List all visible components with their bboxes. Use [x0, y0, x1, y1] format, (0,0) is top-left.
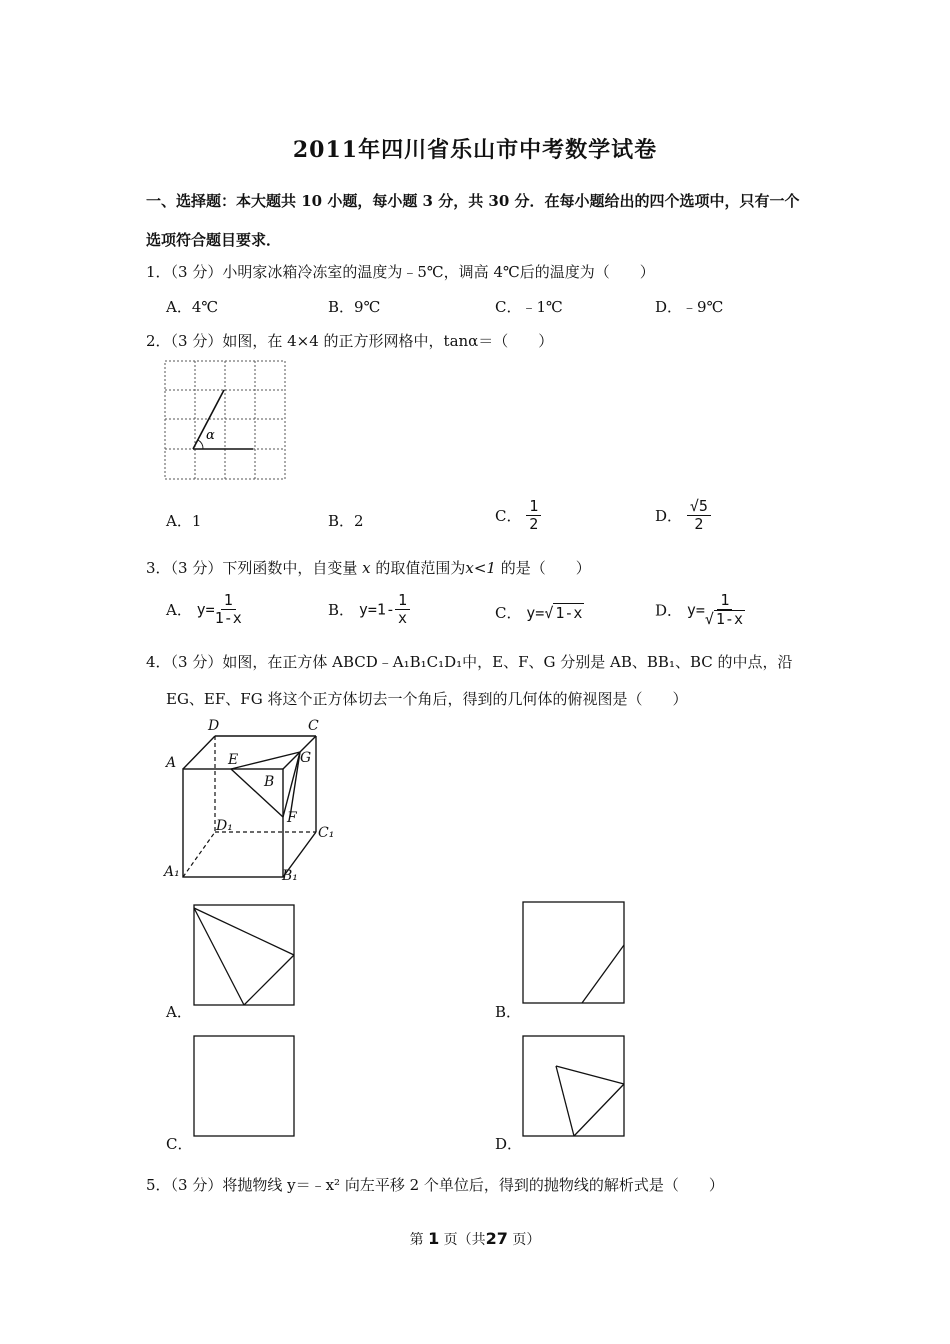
cube-label-g: G	[300, 750, 312, 766]
page-title: 2011年四川省乐山市中考数学试卷	[292, 137, 658, 163]
question-2-text: 2．（3 分）如图，在 4×4 的正方形网格中，tanα＝（ ）	[146, 332, 554, 350]
alpha-label: α	[206, 428, 215, 443]
q4-option-a-figure	[192, 903, 298, 1007]
q2-option-b: B．2	[328, 512, 364, 530]
q4-option-b-figure	[521, 900, 627, 1006]
q4-option-a-label: A．	[166, 1003, 192, 1021]
cube-figure	[160, 714, 340, 884]
q1-option-a: A．4℃	[166, 298, 219, 316]
q2-option-c: C． $\frac{1}{2}$	[495, 498, 541, 533]
cube-label-d1: D₁	[216, 818, 233, 834]
q4-option-c-label: C．	[166, 1135, 193, 1153]
cube-label-f: F	[287, 810, 297, 826]
q4-option-d-figure	[521, 1034, 627, 1140]
q4-option-d-label: D．	[495, 1135, 523, 1153]
q4-option-c-figure	[192, 1034, 298, 1140]
cube-label-a1: A₁	[164, 864, 180, 880]
question-3-text: 3．（3 分）下列函数中，自变量 x 的取值范围为x<1 的是（ ）	[146, 559, 591, 577]
cube-label-d: D	[208, 718, 220, 734]
q4-option-b-label: B．	[495, 1003, 522, 1021]
q1-option-d: D．﹣9℃	[655, 298, 724, 316]
cube-label-c1: C₁	[318, 825, 335, 841]
section-header-line2: 选项符合题目要求．	[146, 231, 282, 249]
q3-option-d: D． y= $\frac{1}{√ 1-x}$	[655, 591, 743, 628]
question-4-line2: EG、EF、FG 将这个正方体切去一个角后，得到的几何体的俯视图是（ ）	[166, 690, 688, 708]
cube-label-b: B	[264, 774, 275, 790]
question-1-text: 1．（3 分）小明家冰箱冷冻室的温度为﹣5℃，调高 4℃后的温度为（ ）	[146, 263, 655, 281]
question-5-text: 5．（3 分）将抛物线 y＝﹣x² 向左平移 2 个单位后，得到的抛物线的解析式是（ ）	[146, 1176, 724, 1194]
q3-option-a: A． y= $\frac{1}{1-x}$	[166, 591, 242, 627]
section-header-line1: 一、选择题：本大题共 10 小题，每小题 3 分，共 30 分．在每小题给出的四个选项中，只有一个	[146, 192, 800, 210]
grid-figure	[162, 359, 286, 483]
cube-label-c: C	[308, 718, 319, 734]
cube-label-a: A	[166, 755, 177, 771]
q3-option-c: C． y=√ 1-x	[495, 604, 583, 622]
q1-option-c: C．﹣1℃	[495, 298, 563, 316]
q1-option-b: B．9℃	[328, 298, 381, 316]
q2-option-d: D． $\frac{√5}{2}$	[655, 498, 711, 533]
cube-label-e: E	[228, 752, 239, 768]
q2-option-a: A．1	[166, 512, 202, 530]
page-footer: 第 1 页（共27 页）	[409, 1229, 541, 1248]
q3-option-b: B． y=1- $\frac{1}{x}$	[328, 592, 410, 627]
question-4-line1: 4．（3 分）如图，在正方体 ABCD﹣A₁B₁C₁D₁中，E、F、G 分别是 AB、BB₁、BC 的中点，沿	[146, 653, 793, 671]
cube-label-b1: B₁	[282, 868, 298, 884]
